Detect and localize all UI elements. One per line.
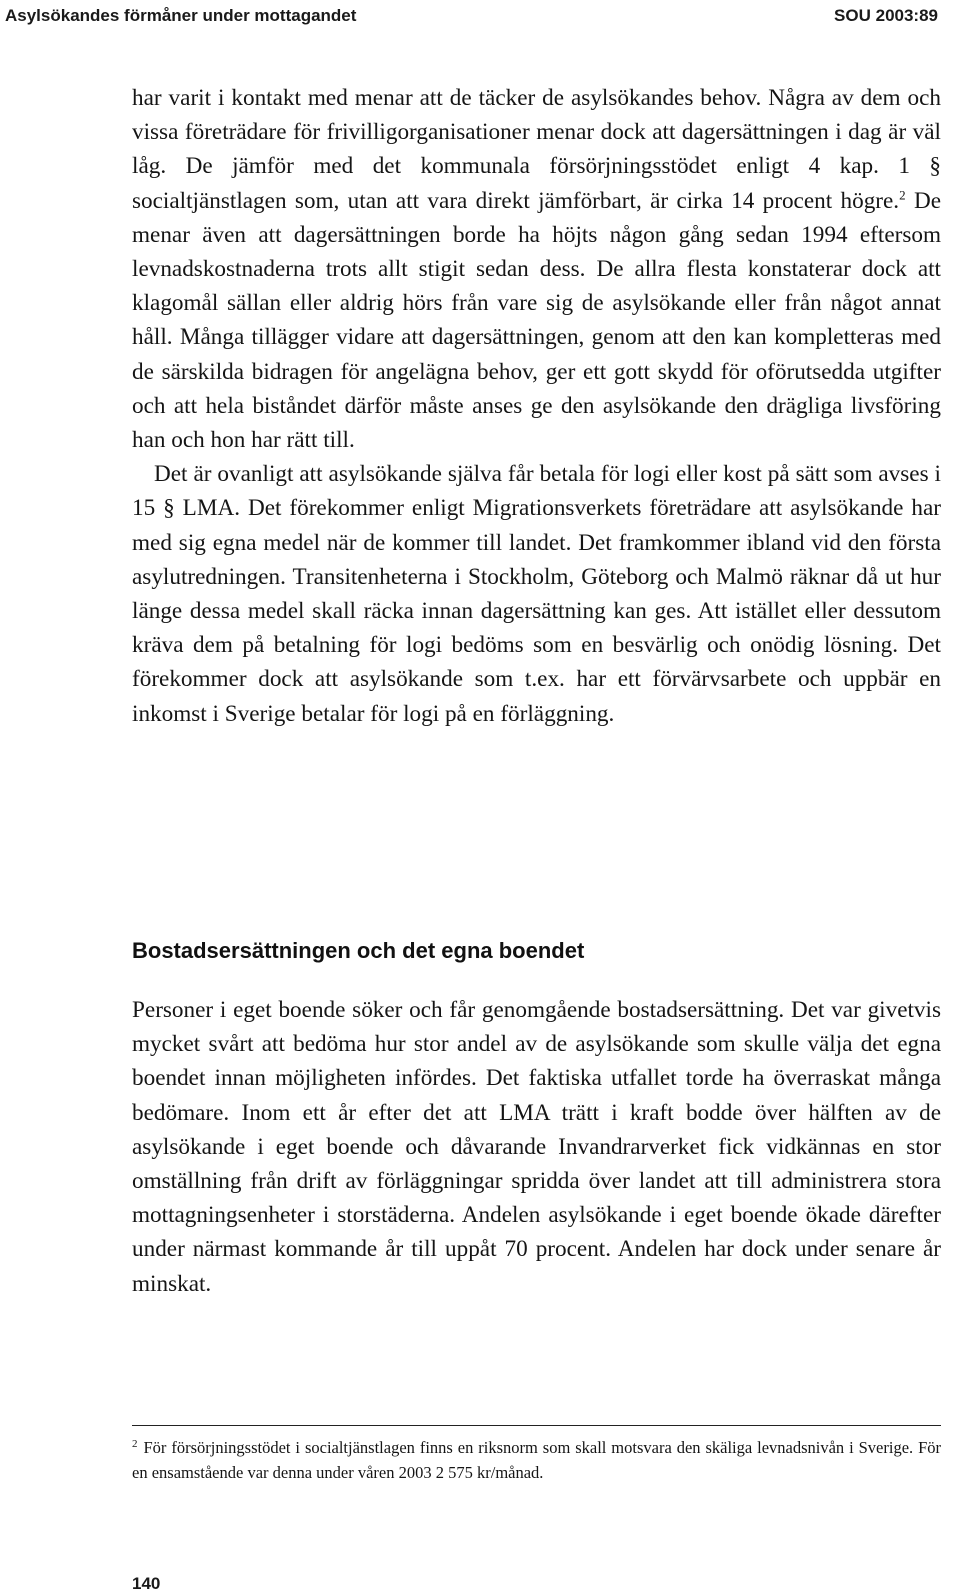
- body-text-block: [132, 81, 941, 731]
- section-heading: Bostadsersättningen och det egna boendet: [132, 938, 585, 963]
- paragraph-text: har varit i kontakt med menar att de täcker de asylsökandes behov. Några av dem och vissa företrädare för frivilligorganisationer menar dock att dagersättningen i dag är väl låg. De jämför med det kommunala försörjningsstödet enligt 4 kap. 1 § socialtjänstlagen som, utan att vara direkt jämförbart, är cirka 14 procent högre.: [132, 85, 941, 214]
- footnote: [132, 1435, 941, 1485]
- section-text-block: [132, 993, 941, 1301]
- paragraph-text: De menar även att dagersättningen borde ha höjts någon gång sedan 1994 eftersom levnadskostnaderna trots allt stigit sedan dess. De allra flesta konstaterar dock att klagomål sällan eller aldrig hörs från vare sig de asylsökande eller från något annat håll. Många tillägger vidare att dagersättningen, genom att den kan kompletteras med de särskilda bidragen för angelägna behov, ger ett gott skydd för oförutsedda utgifter och att hela biståndet därför måste anses ge den asylsökande den drägliga livsföring han och hon har rätt till.: [132, 187, 941, 454]
- page-number: 140: [132, 1574, 161, 1593]
- running-header-report-id: SOU 2003:89: [834, 6, 938, 25]
- footnote-divider: [132, 1425, 941, 1426]
- running-header-title: Asylsökandes förmåner under mottagandet: [5, 6, 357, 25]
- body-paragraph: Det är ovanligt att asylsökande själva får betala för logi eller kost på sätt som avses i 15 § LMA. Det förekommer enligt Migrationsverkets företrädare att asylsökande har med sig egna medel när de kommer till landet. Det framkommer ibland vid den första asylutredningen. Transitenheterna i Stockholm, Göteborg och Malmö räknar då ut hur länge dessa medel skall räcka innan dagersättning kan ges. Att istället eller dessutom kräva dem på betalning för logi bedöms som en besvärlig och onödig lösning. Det förekommer dock att asylsökande som t.ex. har ett förvärvsarbete och uppbär en inkomst i Sverige betalar för logi på en förläggning.: [132, 461, 941, 727]
- footnote-mark: 2: [132, 1437, 138, 1450]
- section-paragraph: Personer i eget boende söker och får genomgående bostadsersättning. Det var givetvis mycket svårt att bedöma hur stor andel av de asylsökande som skulle välja det egna boendet innan möjligheten infördes. Det faktiska utfallet torde ha överraskat många bedömare. Inom ett år efter det att LMA trätt i kraft bodde över hälften av de asylsökande i eget boende och dåvarande Invandrarverket fick vidkännas en stor omställning från drift av förläggningar spridda över landet att till administrera stora mottagningsenheter i storstäderna. Andelen asylsökande i eget boende ökade därefter under närmast kommande år till uppåt 70 procent. Andelen har dock under senare år minskat.: [132, 997, 941, 1297]
- footnote-reference[interactable]: 2: [899, 186, 906, 202]
- footnote-text: För försörjningsstödet i socialtjänstlagen finns en riksnorm som skall motsvara den skäliga levnadsnivån i Sverige. För en ensamstående var denna under våren 2003 2 575 kr/månad.: [132, 1438, 941, 1482]
- body-paragraph: [132, 81, 941, 457]
